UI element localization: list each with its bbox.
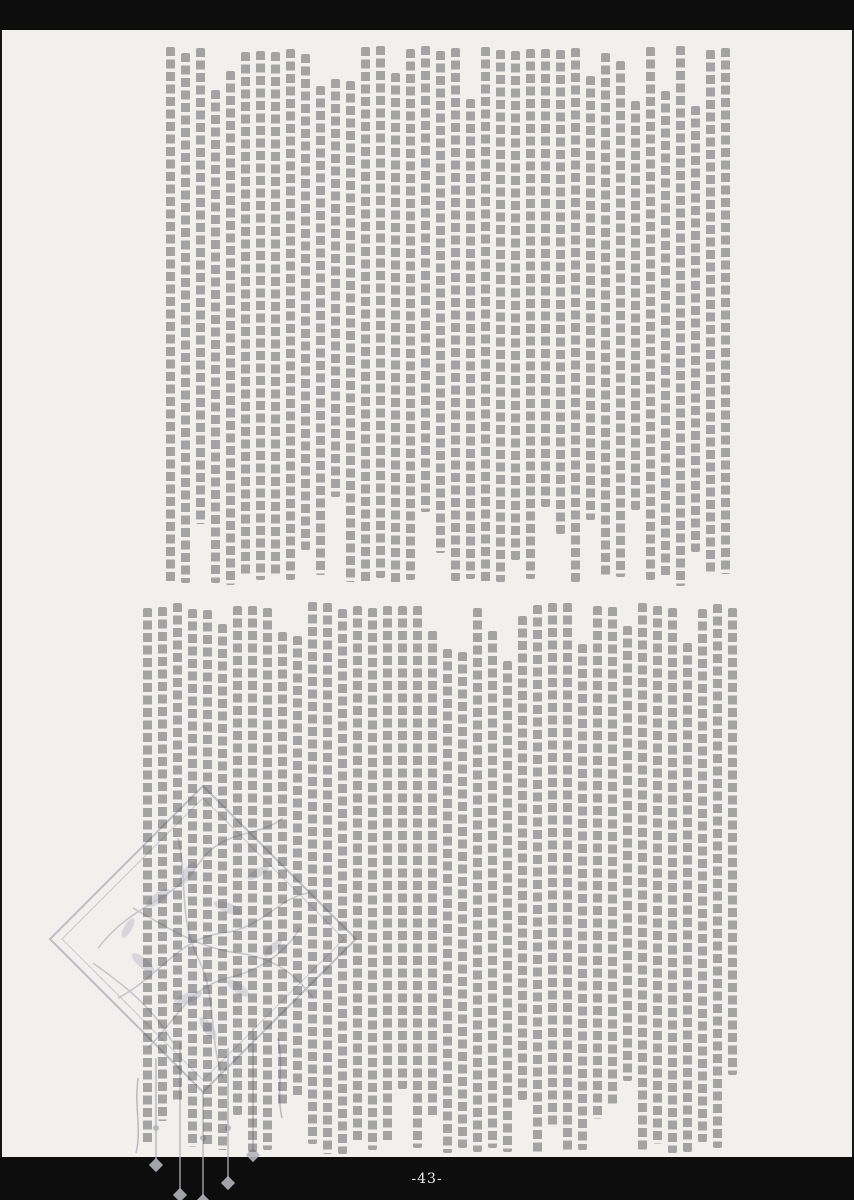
redacted-text-column (436, 51, 445, 552)
redacted-text-column (166, 47, 175, 582)
redacted-text-column (211, 90, 220, 583)
redacted-text-column (646, 47, 655, 581)
redacted-text-column (301, 54, 310, 550)
redacted-text-column (728, 608, 737, 1075)
redacted-text-column (293, 636, 302, 1098)
redacted-text-column (226, 71, 235, 585)
redacted-text-column (556, 50, 565, 533)
redacted-text-column (218, 624, 227, 1151)
redacted-text-column (623, 626, 632, 1081)
redacted-text-column (653, 606, 662, 1144)
redacted-text-column (488, 631, 497, 1148)
redacted-text-column (451, 48, 460, 581)
redacted-text-column (698, 609, 707, 1142)
redacted-text-column (361, 47, 370, 582)
redacted-text-column (413, 606, 422, 1147)
redacted-text-column (661, 91, 670, 576)
redacted-text-column (421, 46, 430, 512)
lower-text-block-redacted (115, 602, 737, 1154)
redacted-text-column (511, 51, 520, 560)
redacted-text-column (541, 49, 550, 507)
redacted-text-column (533, 605, 542, 1153)
redacted-text-column (391, 73, 400, 582)
redacted-text-column (713, 604, 722, 1148)
redacted-text-column (608, 607, 617, 1106)
redacted-text-column (158, 607, 167, 1120)
redacted-text-column (376, 46, 385, 577)
redacted-text-column (353, 606, 362, 1143)
redacted-text-column (601, 53, 610, 578)
redacted-text-column (668, 608, 677, 1153)
redacted-text-column (721, 48, 730, 574)
redacted-text-column (188, 609, 197, 1147)
redacted-text-column (518, 616, 527, 1099)
redacted-text-column (263, 608, 272, 1149)
redacted-text-column (248, 606, 257, 1152)
redacted-text-column (473, 608, 482, 1152)
redacted-text-column (706, 50, 715, 575)
redacted-text-column (616, 61, 625, 577)
redacted-text-column (466, 99, 475, 579)
redacted-text-column (443, 649, 452, 1153)
redacted-text-column (428, 631, 437, 1116)
redacted-text-column (691, 106, 700, 553)
redacted-text-column (233, 606, 242, 1115)
redacted-text-column (586, 76, 595, 520)
redacted-text-column (368, 608, 377, 1151)
redacted-text-column (241, 52, 250, 576)
redacted-text-column (571, 48, 580, 582)
redacted-text-column (331, 79, 340, 496)
redacted-text-column (481, 47, 490, 584)
redacted-text-column (578, 644, 587, 1151)
redacted-text-column (631, 101, 640, 510)
redacted-text-column (196, 48, 205, 524)
redacted-text-column (308, 602, 317, 1144)
redacted-text-column (503, 661, 512, 1152)
page-number: -43- (411, 1170, 443, 1187)
left-border-rule (0, 30, 2, 1157)
redacted-text-column (683, 643, 692, 1152)
redacted-text-column (383, 606, 392, 1142)
top-border-bar (0, 0, 854, 30)
redacted-text-column (203, 610, 212, 1147)
upper-text-block-redacted (130, 46, 730, 586)
redacted-text-column (548, 603, 557, 1128)
redacted-text-column (346, 81, 355, 582)
redacted-text-column (676, 46, 685, 585)
redacted-text-column (181, 53, 190, 583)
redacted-text-column (316, 86, 325, 575)
redacted-text-column (338, 609, 347, 1154)
redacted-text-column (526, 49, 535, 579)
redacted-text-column (173, 603, 182, 1101)
redacted-text-column (286, 49, 295, 580)
redacted-text-column (406, 49, 415, 579)
redacted-text-column (496, 50, 505, 582)
redacted-text-column (143, 608, 152, 1144)
redacted-text-column (323, 603, 332, 1154)
redacted-text-column (593, 606, 602, 1119)
redacted-text-column (398, 606, 407, 1089)
redacted-text-column (638, 603, 647, 1150)
redacted-text-column (458, 652, 467, 1148)
redacted-text-column (278, 632, 287, 1105)
redacted-text-column (271, 52, 280, 575)
redacted-text-column (256, 51, 265, 581)
redacted-text-column (563, 603, 572, 1153)
